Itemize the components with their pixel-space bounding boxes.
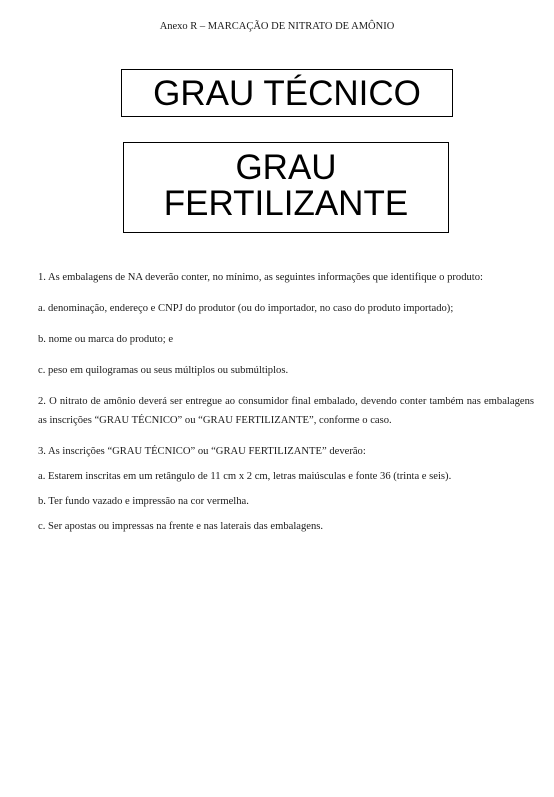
paragraph-3: 3. As inscrições “GRAU TÉCNICO” ou “GRAU FERTILIZANTE” deverão: bbox=[38, 446, 366, 457]
paragraph-3c: c. Ser apostas ou impressas na frente e nas laterais das embalagens. bbox=[38, 521, 324, 532]
paragraph-3b: b. Ter fundo vazado e impressão na cor vermelha. bbox=[38, 496, 249, 507]
paragraph-1b: b. nome ou marca do produto; e bbox=[38, 334, 174, 345]
label-box-grau-fertilizante bbox=[123, 142, 449, 233]
paragraph-1a: a. denominação, endereço e CNPJ do produtor (ou do importador, no caso do produto importado); bbox=[38, 303, 454, 314]
page-header: Anexo R – MARCAÇÃO DE NITRATO DE AMÔNIO bbox=[159, 21, 395, 32]
paragraph-2: 2. O nitrato de amônio deverá ser entregue ao consumidor final embalado, devendo conter também nas embalagens as inscrições “GRAU TÉCNICO” ou “GRAU FERTILIZANTE”, conforme o caso. bbox=[38, 396, 534, 426]
paragraph-3a: a. Estarem inscritas em um retângulo de 11 cm x 2 cm, letras maiúsculas e fonte 36 (trinta e seis). bbox=[38, 471, 452, 482]
paragraph-1: 1. As embalagens de NA deverão conter, no mínimo, as seguintes informações que identifique o produto: bbox=[38, 272, 483, 283]
label-box-line-2: FERTILIZANTE bbox=[163, 184, 409, 223]
label-box-line-1: GRAU bbox=[235, 148, 337, 187]
paragraph-1c: c. peso em quilogramas ou seus múltiplos ou submúltiplos. bbox=[38, 365, 289, 376]
label-box-grau-tecnico: GRAU TÉCNICO bbox=[121, 69, 453, 117]
